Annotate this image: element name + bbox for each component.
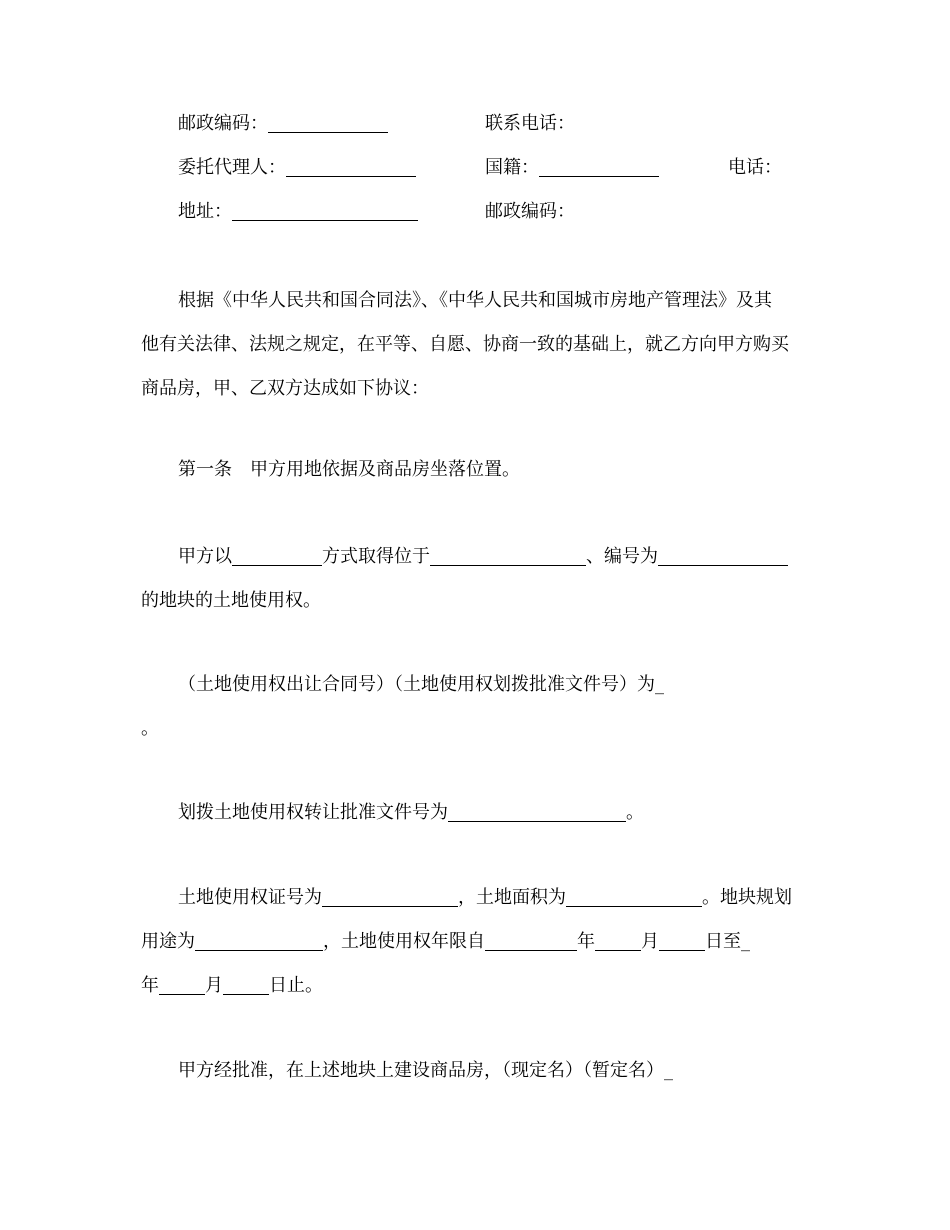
end-year-label: 年 bbox=[141, 975, 159, 996]
building-name-line: 甲方经批准，在上述地块上建设商品房，（现定名）（暂定名）_ bbox=[178, 1060, 673, 1081]
postal-code-label-2: 邮政编码： bbox=[485, 201, 575, 222]
transfer-approval-text: 划拨土地使用权转让批准文件号为 bbox=[178, 802, 448, 823]
article-1-title: 第一条 甲方用地依据及商品房坐落位置。 bbox=[178, 459, 520, 480]
month-label: 月 bbox=[641, 931, 659, 952]
nationality-field bbox=[485, 156, 659, 180]
transfer-approval-end: 。 bbox=[626, 802, 644, 823]
transfer-approval-blank[interactable] bbox=[448, 803, 626, 822]
acquisition-method-blank[interactable] bbox=[232, 547, 322, 566]
term-text: ，土地使用权年限自 bbox=[323, 931, 485, 952]
phone-field-1 bbox=[485, 112, 575, 136]
certificate-text-a: 土地使用权证号为 bbox=[178, 887, 322, 908]
phone-label-2: 电话： bbox=[728, 157, 782, 178]
start-year-blank[interactable] bbox=[485, 932, 577, 951]
nationality-blank[interactable] bbox=[539, 158, 659, 177]
address-blank[interactable] bbox=[232, 202, 418, 221]
land-term-line bbox=[141, 930, 750, 954]
postal-code-label-1: 邮政编码： bbox=[178, 113, 268, 134]
end-day-label: 日止。 bbox=[269, 975, 323, 996]
address-label: 地址： bbox=[178, 201, 232, 222]
intro-line-2: 他有关法律、法规之规定，在平等、自愿、协商一致的基础上，就乙方向甲方购买 bbox=[141, 334, 789, 355]
start-month-blank[interactable] bbox=[595, 932, 641, 951]
intro-line-3: 商品房，甲、乙双方达成如下协议： bbox=[141, 378, 429, 399]
land-acq-text-b: 方式取得位于 bbox=[322, 546, 430, 567]
land-acq-text-c: 、编号为 bbox=[586, 546, 658, 567]
phone-label-1: 联系电话： bbox=[485, 113, 575, 134]
land-area-blank[interactable] bbox=[566, 888, 702, 907]
land-acq-text-a: 甲方以 bbox=[178, 546, 232, 567]
end-month-label: 月 bbox=[205, 975, 223, 996]
agent-blank[interactable] bbox=[286, 158, 416, 177]
land-acquisition-line bbox=[178, 545, 788, 569]
purpose-blank[interactable] bbox=[195, 932, 323, 951]
end-month-blank[interactable] bbox=[159, 976, 205, 995]
certificate-text-b: ，土地面积为 bbox=[458, 887, 566, 908]
land-term-end-line bbox=[141, 974, 323, 998]
postal-code-field-1 bbox=[178, 112, 388, 136]
certificate-number-blank[interactable] bbox=[322, 888, 458, 907]
transfer-approval-line bbox=[178, 801, 644, 825]
postal-code-blank-1[interactable] bbox=[268, 114, 388, 133]
agent-label: 委托代理人： bbox=[178, 157, 286, 178]
purpose-text: 用途为 bbox=[141, 931, 195, 952]
certificate-line bbox=[178, 886, 792, 910]
nationality-label: 国籍： bbox=[485, 157, 539, 178]
address-field bbox=[178, 200, 418, 224]
contract-number-end: 。 bbox=[141, 718, 159, 739]
postal-code-field-2 bbox=[485, 200, 575, 224]
certificate-text-c: 。地块规划 bbox=[702, 887, 792, 908]
intro-line-1: 根据《中华人民共和国合同法》、《中华人民共和国城市房地产管理法》及其 bbox=[178, 290, 772, 311]
land-location-blank[interactable] bbox=[430, 547, 586, 566]
phone-field-2 bbox=[728, 156, 782, 180]
end-day-blank[interactable] bbox=[223, 976, 269, 995]
contract-number-line: （土地使用权出让合同号）（土地使用权划拨批准文件号）为_ bbox=[178, 674, 664, 695]
start-day-blank[interactable] bbox=[659, 932, 705, 951]
year-label: 年 bbox=[577, 931, 595, 952]
land-number-blank[interactable] bbox=[658, 547, 788, 566]
day-to-label: 日至_ bbox=[705, 931, 750, 952]
agent-field bbox=[178, 156, 416, 180]
land-acquisition-line-2: 的地块的土地使用权。 bbox=[141, 590, 321, 611]
